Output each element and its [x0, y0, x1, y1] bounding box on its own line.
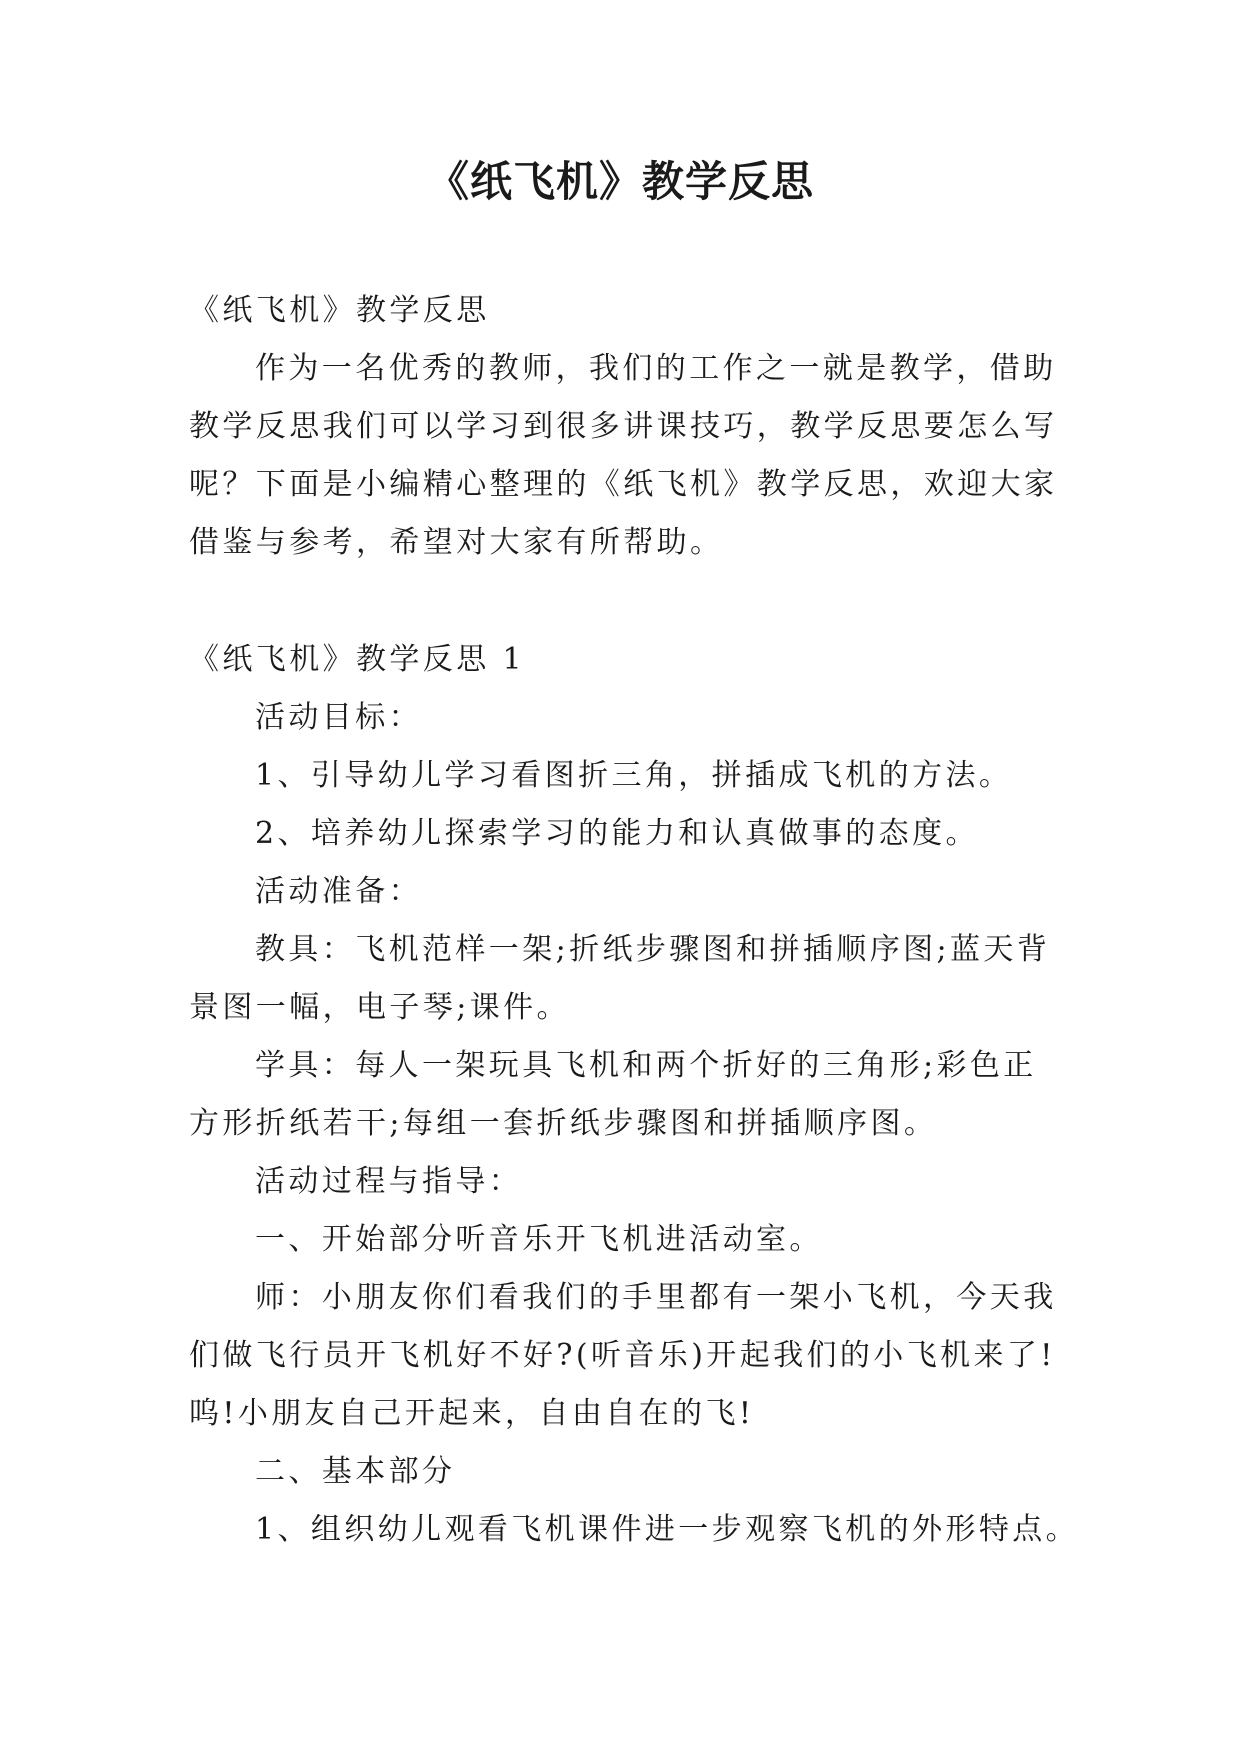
body-line: 2、培养幼儿探索学习的能力和认真做事的态度。	[255, 816, 979, 851]
body-line: 们做飞行员开飞机好不好?(听音乐)开起我们的小飞机来了!	[189, 1338, 1056, 1373]
body-line: 活动过程与指导：	[255, 1164, 523, 1199]
body-line: 1、组织幼儿观看飞机课件进一步观察飞机的外形特点。	[255, 1512, 1080, 1547]
intro-line: 呢？下面是小编精心整理的《纸飞机》教学反思，欢迎大家	[189, 467, 1058, 502]
subtitle-line: 《纸飞机》教学反思	[189, 293, 490, 328]
document-body	[189, 282, 1080, 1559]
intro-line: 作为一名优秀的教师，我们的工作之一就是教学，借助	[255, 351, 1057, 386]
body-line: 二、基本部分	[255, 1454, 456, 1489]
body-line: 1、引导幼儿学习看图折三角，拼插成飞机的方法。	[255, 758, 1013, 793]
intro-line: 借鉴与参考，希望对大家有所帮助。	[189, 525, 724, 560]
body-line: 一、开始部分听音乐开飞机进活动室。	[255, 1222, 823, 1257]
body-line: 教具：飞机范样一架;折纸步骤图和拼插顺序图;蓝天背	[255, 932, 1051, 967]
document-title: 《纸飞机》教学反思	[426, 157, 814, 206]
paragraph-gap	[189, 572, 1069, 631]
section-heading: 《纸飞机》教学反思 1	[189, 642, 526, 677]
body-line: 景图一幅，电子琴;课件。	[189, 990, 570, 1025]
body-line: 方形折纸若干;每组一套折纸步骤图和拼插顺序图。	[189, 1106, 938, 1141]
body-line: 师：小朋友你们看我们的手里都有一架小飞机，今天我	[255, 1280, 1057, 1315]
body-line: 呜!小朋友自己开起来，自由自在的飞!	[189, 1396, 755, 1431]
body-line: 学具：每人一架玩具飞机和两个折好的三角形;彩色正	[255, 1048, 1037, 1083]
body-line: 活动准备：	[255, 874, 422, 909]
body-line: 活动目标：	[255, 700, 422, 735]
intro-line: 教学反思我们可以学习到很多讲课技巧，教学反思要怎么写	[189, 409, 1058, 444]
